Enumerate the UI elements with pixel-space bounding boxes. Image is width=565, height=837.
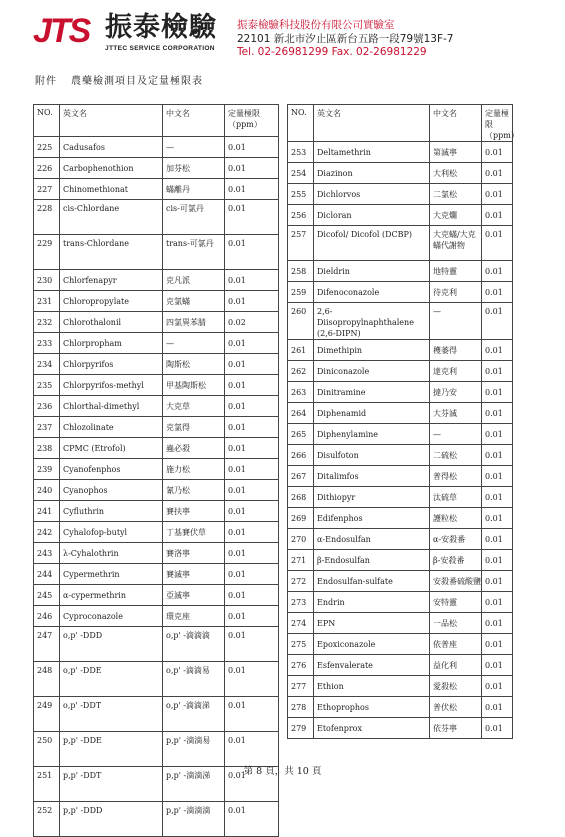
cell-loq: 0.01 (482, 424, 513, 445)
table-row (34, 158, 279, 179)
table-row (34, 375, 279, 396)
cell-no: 247 (34, 627, 60, 662)
cell-loq: 0.01 (482, 382, 513, 403)
cell-loq: 0.01 (482, 718, 513, 739)
cell-loq: 0.01 (225, 585, 279, 606)
cell-en: cis-Chlordane (60, 200, 163, 235)
company-contact: Tel. 02-26981299 Fax. 02-26981229 (237, 46, 427, 58)
cell-no: 255 (288, 184, 314, 205)
cell-en: Chlorpyrifos (60, 354, 163, 375)
cell-no: 228 (34, 200, 60, 235)
table-row (288, 550, 513, 571)
cell-en: Chlorthal-dimethyl (60, 396, 163, 417)
cell-en: EPN (314, 613, 430, 634)
table-row (34, 396, 279, 417)
table-row (288, 613, 513, 634)
letterhead (33, 8, 543, 60)
cell-no: 227 (34, 179, 60, 200)
cell-en: CPMC (Etrofol) (60, 438, 163, 459)
table-row (288, 142, 513, 163)
cell-cn: 賽扶寧 (163, 501, 225, 522)
cell-cn: 大克蟎/大克蟎代謝物 (430, 226, 482, 261)
cell-cn: 第滅寧 (430, 142, 482, 163)
cell-en: Diazinon (314, 163, 430, 184)
cell-no: 256 (288, 205, 314, 226)
cell-loq: 0.01 (482, 466, 513, 487)
cell-loq: 0.01 (225, 662, 279, 697)
cell-no: 269 (288, 508, 314, 529)
cell-cn: 依芬寧 (430, 718, 482, 739)
table-row (34, 564, 279, 585)
table-row (34, 480, 279, 501)
col-header-no: NO. (288, 105, 314, 142)
cell-cn: o,p' -滴滴涕 (163, 697, 225, 732)
cell-en: α-Endosulfan (314, 529, 430, 550)
cell-en: Chlorpyrifos-methyl (60, 375, 163, 396)
table-row (288, 340, 513, 361)
cell-loq: 0.01 (225, 459, 279, 480)
cell-no: 273 (288, 592, 314, 613)
cell-en: Cypermethrin (60, 564, 163, 585)
table-header-row (34, 105, 279, 137)
table-row (288, 634, 513, 655)
cell-no: 232 (34, 312, 60, 333)
cell-cn: o,p' -滴滴易 (163, 662, 225, 697)
logo-english-name: JTTEC SERVICE CORPORATION (105, 45, 215, 52)
cell-en: Cyanophos (60, 480, 163, 501)
cell-loq: 0.01 (482, 592, 513, 613)
cell-loq: 0.01 (482, 508, 513, 529)
table-row (34, 354, 279, 375)
cell-en: Chinomethionat (60, 179, 163, 200)
cell-no: 250 (34, 732, 60, 767)
cell-loq: 0.02 (225, 312, 279, 333)
caption-label: 附件 (35, 76, 57, 87)
cell-en: Chlorothalonil (60, 312, 163, 333)
table-row (34, 697, 279, 732)
table-row (34, 662, 279, 697)
cell-en: Epoxiconazole (314, 634, 430, 655)
cell-en: p,p' -DDE (60, 732, 163, 767)
cell-no: 254 (288, 163, 314, 184)
table-row (34, 802, 279, 837)
cell-loq: 0.01 (225, 200, 279, 235)
cell-no: 259 (288, 282, 314, 303)
col-header-cn: 中文名 (163, 105, 225, 137)
cell-cn: p,p' -滴滴易 (163, 732, 225, 767)
cell-no: 275 (288, 634, 314, 655)
table-row (288, 184, 513, 205)
cell-cn: 益化利 (430, 655, 482, 676)
cell-no: 262 (288, 361, 314, 382)
cell-cn: 汰硫草 (430, 487, 482, 508)
cell-cn: 大克草 (163, 396, 225, 417)
cell-cn: 施力松 (163, 459, 225, 480)
cell-loq: 0.01 (225, 396, 279, 417)
table-row (288, 282, 513, 303)
cell-cn: 穫萎得 (430, 340, 482, 361)
cell-cn: cis-可氯丹 (163, 200, 225, 235)
table-header-row (288, 105, 513, 142)
cell-en: Ethoprophos (314, 697, 430, 718)
cell-cn: 環克座 (163, 606, 225, 627)
table-row (288, 529, 513, 550)
company-name: 振泰檢驗科技股份有限公司實驗室 (237, 19, 395, 31)
cell-loq: 0.01 (225, 543, 279, 564)
cell-cn: 普得松 (430, 466, 482, 487)
cell-no: 239 (34, 459, 60, 480)
cell-no: 249 (34, 697, 60, 732)
cell-cn: 克氯蟎 (163, 291, 225, 312)
cell-en: Dinitramine (314, 382, 430, 403)
cell-en: Cadusafos (60, 137, 163, 158)
cell-cn: 安殺番硫酸鹽 (430, 571, 482, 592)
table-row (288, 361, 513, 382)
cell-cn: 賽滅寧 (163, 564, 225, 585)
cell-cn: 待克利 (430, 282, 482, 303)
cell-cn: 撻乃安 (430, 382, 482, 403)
table-row (288, 261, 513, 282)
jts-logo (33, 12, 99, 50)
table-row (288, 718, 513, 739)
cell-en: p,p' -DDD (60, 802, 163, 837)
cell-en: Ethion (314, 676, 430, 697)
cell-cn: 陶斯松 (163, 354, 225, 375)
cell-no: 266 (288, 445, 314, 466)
cell-loq: 0.01 (482, 261, 513, 282)
table-row (288, 655, 513, 676)
cell-no: 268 (288, 487, 314, 508)
cell-no: 278 (288, 697, 314, 718)
cell-no: 229 (34, 235, 60, 270)
cell-en: Dieldrin (314, 261, 430, 282)
cell-en: Etofenprox (314, 718, 430, 739)
table-row (34, 606, 279, 627)
cell-cn: 二硫松 (430, 445, 482, 466)
cell-cn: 丁基賽伏草 (163, 522, 225, 543)
cell-loq: 0.01 (482, 282, 513, 303)
cell-no: 226 (34, 158, 60, 179)
svg-text:JTS: JTS (33, 12, 90, 50)
cell-no: 234 (34, 354, 60, 375)
col-header-en: 英文名 (314, 105, 430, 142)
cell-no: 248 (34, 662, 60, 697)
cell-loq: 0.01 (482, 361, 513, 382)
table-row (288, 163, 513, 184)
cell-no: 274 (288, 613, 314, 634)
cell-loq: 0.01 (225, 697, 279, 732)
table-row (288, 382, 513, 403)
cell-no: 260 (288, 303, 314, 340)
cell-no: 279 (288, 718, 314, 739)
cell-en: Chlorfenapyr (60, 270, 163, 291)
cell-loq: 0.01 (225, 354, 279, 375)
table-row (34, 417, 279, 438)
cell-cn: 護粒松 (430, 508, 482, 529)
cell-no: 264 (288, 403, 314, 424)
cell-loq: 0.01 (225, 333, 279, 354)
cell-en: Disulfoton (314, 445, 430, 466)
cell-loq: 0.01 (225, 270, 279, 291)
cell-en: Dithiopyr (314, 487, 430, 508)
cell-loq: 0.01 (225, 627, 279, 662)
table-row (34, 627, 279, 662)
cell-cn: 二氯松 (430, 184, 482, 205)
col-header-no: NO. (34, 105, 60, 137)
cell-no: 261 (288, 340, 314, 361)
cell-no: 236 (34, 396, 60, 417)
cell-cn: 安特靈 (430, 592, 482, 613)
cell-loq: 0.01 (482, 445, 513, 466)
cell-no: 241 (34, 501, 60, 522)
table-row (34, 585, 279, 606)
col-header-loq: 定量極限（ppm） (225, 105, 279, 137)
cell-no: 225 (34, 137, 60, 158)
cell-no: 272 (288, 571, 314, 592)
cell-en: Dichlorvos (314, 184, 430, 205)
cell-loq: 0.01 (482, 676, 513, 697)
table-row (34, 235, 279, 270)
cell-cn: 加芬松 (163, 158, 225, 179)
cell-en: Chlorpropham (60, 333, 163, 354)
cell-en: Difenoconazole (314, 282, 430, 303)
table-row (34, 522, 279, 543)
cell-en: Endosulfan-sulfate (314, 571, 430, 592)
table-row (34, 137, 279, 158)
cell-en: Diniconazole (314, 361, 430, 382)
page-number: 第 8 頁，共 10 頁 (243, 766, 322, 777)
cell-cn: trans-可氯丹 (163, 235, 225, 270)
cell-en: Dicloran (314, 205, 430, 226)
cell-en: Cyhalofop-butyl (60, 522, 163, 543)
cell-loq: 0.01 (482, 613, 513, 634)
cell-en: Esfenvalerate (314, 655, 430, 676)
cell-loq: 0.01 (225, 767, 279, 802)
table-row (288, 487, 513, 508)
cell-cn: α-安殺番 (430, 529, 482, 550)
caption-title: 農藥檢測項目及定量極限表 (71, 76, 203, 87)
cell-cn: β-安殺番 (430, 550, 482, 571)
cell-loq: 0.01 (482, 529, 513, 550)
cell-loq: 0.01 (225, 375, 279, 396)
cell-en: λ-Cyhalothrin (60, 543, 163, 564)
cell-loq: 0.01 (225, 802, 279, 837)
cell-loq: 0.01 (225, 137, 279, 158)
cell-cn: 蟎離丹 (163, 179, 225, 200)
cell-en: Cyanofenphos (60, 459, 163, 480)
table-row (288, 508, 513, 529)
cell-en: 2,6-Diisopropylnaphthalene (2,6-DIPN) (314, 303, 430, 340)
cell-no: 242 (34, 522, 60, 543)
cell-cn: 賽洛寧 (163, 543, 225, 564)
table-row (34, 200, 279, 235)
cell-cn: 大克爛 (430, 205, 482, 226)
logo-chinese-name: 振泰檢驗 (105, 12, 217, 43)
cell-no: 244 (34, 564, 60, 585)
cell-loq: 0.01 (225, 606, 279, 627)
cell-no: 243 (34, 543, 60, 564)
cell-en: o,p' -DDT (60, 697, 163, 732)
company-address: 22101 新北市汐止區新台五路一段79號13F-7 (237, 33, 454, 45)
table-row (34, 438, 279, 459)
cell-no: 276 (288, 655, 314, 676)
table-row (288, 424, 513, 445)
cell-en: β-Endosulfan (314, 550, 430, 571)
cell-no: 237 (34, 417, 60, 438)
cell-loq: 0.01 (225, 501, 279, 522)
cell-no: 245 (34, 585, 60, 606)
col-header-loq: 定量極限（ppm） (482, 105, 513, 142)
cell-loq: 0.01 (225, 179, 279, 200)
cell-no: 238 (34, 438, 60, 459)
table-row (34, 732, 279, 767)
table-caption (35, 72, 203, 87)
cell-no: 240 (34, 480, 60, 501)
cell-en: Cyproconazole (60, 606, 163, 627)
cell-cn: 甲基陶斯松 (163, 375, 225, 396)
cell-no: 253 (288, 142, 314, 163)
table-row (34, 459, 279, 480)
cell-no: 233 (34, 333, 60, 354)
cell-en: Endrin (314, 592, 430, 613)
table-row (34, 179, 279, 200)
cell-no: 271 (288, 550, 314, 571)
cell-no: 270 (288, 529, 314, 550)
cell-loq: 0.01 (482, 571, 513, 592)
cell-loq: 0.01 (225, 480, 279, 501)
cell-cn: p,p' -滴滴滴 (163, 802, 225, 837)
cell-cn: 克凡派 (163, 270, 225, 291)
cell-loq: 0.01 (225, 235, 279, 270)
cell-en: Chlozolinate (60, 417, 163, 438)
cell-en: Deltamethrin (314, 142, 430, 163)
cell-en: p,p' -DDT (60, 767, 163, 802)
cell-loq: 0.01 (225, 522, 279, 543)
cell-cn: 地特靈 (430, 261, 482, 282)
cell-cn: — (430, 303, 482, 340)
cell-en: Diphenamid (314, 403, 430, 424)
cell-cn: 克氯得 (163, 417, 225, 438)
cell-no: 246 (34, 606, 60, 627)
table-row (34, 333, 279, 354)
cell-cn: 蟲必殺 (163, 438, 225, 459)
cell-loq: 0.01 (482, 634, 513, 655)
cell-loq: 0.01 (225, 417, 279, 438)
cell-en: Chloropropylate (60, 291, 163, 312)
cell-en: o,p' -DDE (60, 662, 163, 697)
cell-no: 263 (288, 382, 314, 403)
cell-no: 251 (34, 767, 60, 802)
cell-cn: — (430, 424, 482, 445)
cell-cn: — (163, 333, 225, 354)
cell-cn: 四氯異苯腈 (163, 312, 225, 333)
cell-en: Dicofol/ Dicofol (DCBP) (314, 226, 430, 261)
table-row (34, 501, 279, 522)
cell-cn: 亞滅寧 (163, 585, 225, 606)
cell-cn: o,p' -滴滴滴 (163, 627, 225, 662)
cell-loq: 0.01 (482, 163, 513, 184)
cell-loq: 0.01 (225, 732, 279, 767)
col-header-cn: 中文名 (430, 105, 482, 142)
cell-loq: 0.01 (482, 403, 513, 424)
table-row (288, 697, 513, 718)
pesticide-table-right (287, 104, 519, 739)
cell-cn: 達克利 (430, 361, 482, 382)
cell-loq: 0.01 (482, 655, 513, 676)
cell-en: Edifenphos (314, 508, 430, 529)
cell-no: 258 (288, 261, 314, 282)
table-row (288, 592, 513, 613)
cell-no: 230 (34, 270, 60, 291)
cell-loq: 0.01 (225, 291, 279, 312)
table-row (288, 403, 513, 424)
cell-cn: 大利松 (430, 163, 482, 184)
cell-loq: 0.01 (482, 303, 513, 340)
cell-loq: 0.01 (482, 487, 513, 508)
cell-no: 267 (288, 466, 314, 487)
cell-cn: 普伏松 (430, 697, 482, 718)
cell-en: Carbophenothion (60, 158, 163, 179)
col-header-en: 英文名 (60, 105, 163, 137)
table-row (34, 312, 279, 333)
cell-no: 252 (34, 802, 60, 837)
cell-loq: 0.01 (482, 550, 513, 571)
cell-en: Diphenylamine (314, 424, 430, 445)
cell-en: Cyfluthrin (60, 501, 163, 522)
cell-no: 231 (34, 291, 60, 312)
table-row (288, 226, 513, 261)
cell-en: α-cypermethrin (60, 585, 163, 606)
table-row (34, 270, 279, 291)
cell-no: 235 (34, 375, 60, 396)
cell-en: trans-Chlordane (60, 235, 163, 270)
cell-en: o,p' -DDD (60, 627, 163, 662)
cell-cn: 氰乃松 (163, 480, 225, 501)
cell-cn: — (163, 137, 225, 158)
cell-loq: 0.01 (482, 340, 513, 361)
cell-en: Dimethipin (314, 340, 430, 361)
cell-cn: 一品松 (430, 613, 482, 634)
table-row (34, 291, 279, 312)
table-row (288, 571, 513, 592)
cell-loq: 0.01 (482, 142, 513, 163)
pesticide-table-left (33, 104, 279, 837)
cell-cn: 愛殺松 (430, 676, 482, 697)
table-row (288, 303, 513, 340)
cell-loq: 0.01 (225, 438, 279, 459)
cell-loq: 0.01 (482, 205, 513, 226)
table-row (288, 445, 513, 466)
cell-en: Ditalimfos (314, 466, 430, 487)
table-row (288, 466, 513, 487)
cell-loq: 0.01 (482, 184, 513, 205)
cell-loq: 0.01 (225, 564, 279, 585)
cell-loq: 0.01 (482, 226, 513, 261)
table-row (288, 205, 513, 226)
cell-cn: 大芬滅 (430, 403, 482, 424)
cell-no: 265 (288, 424, 314, 445)
table-row (34, 543, 279, 564)
cell-cn: p,p' -滴滴涕 (163, 767, 225, 802)
cell-loq: 0.01 (482, 697, 513, 718)
cell-loq: 0.01 (225, 158, 279, 179)
cell-no: 257 (288, 226, 314, 261)
cell-cn: 依普座 (430, 634, 482, 655)
table-row (288, 676, 513, 697)
cell-no: 277 (288, 676, 314, 697)
